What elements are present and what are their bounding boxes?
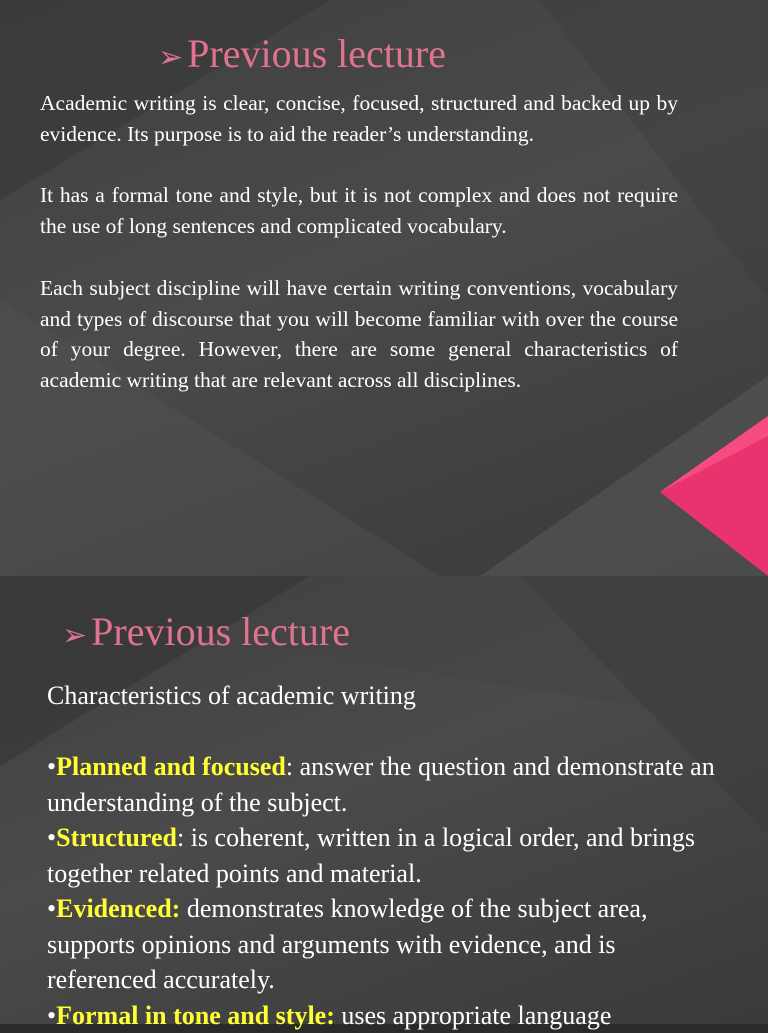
bullet-item: •Planned and focused: answer the question and demonstrate an understanding of the subject. [47, 749, 727, 820]
slide-1-title [158, 32, 446, 80]
paragraph: It has a formal tone and style, but it is not complex and does not require the use of long sentences and complicated vocabulary. [40, 180, 678, 242]
bullet-text: : answer the question and demonstrate an understanding of the subject. [47, 752, 715, 817]
bullet-text: demonstrates knowledge of the subject area, supports opinions and arguments with evidence, and is referenced accurately. [47, 894, 647, 994]
bullet-item: •Formal in tone and style: uses appropriate language [47, 998, 727, 1033]
slide-2-intro: Characteristics of academic writing [47, 678, 727, 714]
right-arrowhead-icon: ➢ [158, 40, 183, 75]
paragraph: Each subject discipline will have certain writing conventions, vocabulary and types of discourse that you will become familiar with over the course of your degree. However, there are some general characteristics of academic writing that are relevant across all disciplines. [40, 273, 678, 396]
bullet-term: Evidenced: [56, 894, 180, 923]
slide-2-body [47, 678, 727, 1033]
slide-1-body [40, 88, 678, 427]
bullet-term: Planned and focused [56, 752, 286, 781]
slide-2-title [62, 610, 350, 658]
slide-1-title-text: Previous lecture [187, 31, 446, 76]
bullet-text: : is coherent, written in a logical order, and brings together related points and material. [47, 823, 695, 888]
paragraph: Academic writing is clear, concise, focused, structured and backed up by evidence. Its purpose is to aid the reader’s understanding. [40, 88, 678, 150]
slide-2-title-text: Previous lecture [91, 609, 350, 654]
right-arrowhead-icon: ➢ [62, 618, 87, 653]
bullet-term: Structured [56, 823, 177, 852]
bullet-term: Formal in tone and style: [56, 1001, 335, 1030]
bullet-item: •Structured: is coherent, written in a logical order, and brings together related points and material. [47, 820, 727, 891]
bullet-item: •Evidenced: demonstrates knowledge of the subject area, supports opinions and arguments with evidence, and is referenced accurately. [47, 891, 727, 998]
bullet-text: uses appropriate language [335, 1001, 612, 1030]
